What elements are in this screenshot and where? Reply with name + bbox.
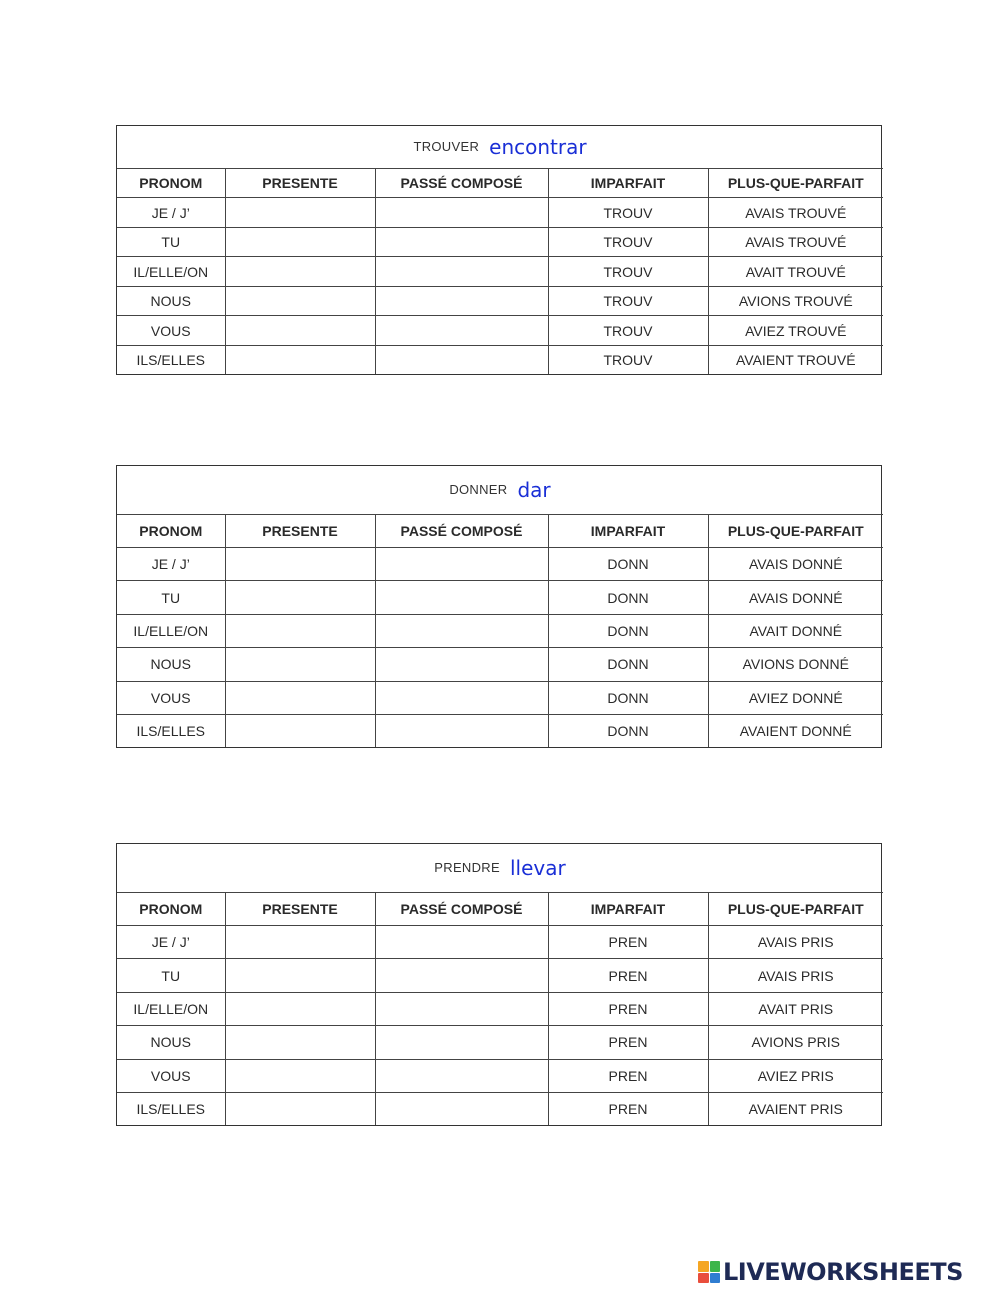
presente-answer-cell[interactable] xyxy=(225,257,375,286)
table-row xyxy=(117,714,883,747)
pronoun-cell: TU xyxy=(117,581,225,614)
imparfait-cell[interactable]: PREN xyxy=(548,992,708,1025)
table-row xyxy=(117,581,883,614)
passe-compose-answer-cell[interactable] xyxy=(375,581,548,614)
imparfait-cell[interactable]: DONN xyxy=(548,648,708,681)
plus-que-parfait-cell: AVAIENT TROUVÉ xyxy=(708,345,883,374)
table-row xyxy=(117,992,883,1025)
logo-square-4 xyxy=(710,1273,721,1284)
conjugation-table-trouver xyxy=(116,125,882,375)
logo-square-1 xyxy=(698,1261,709,1272)
presente-answer-cell[interactable] xyxy=(225,198,375,227)
plus-que-parfait-cell: AVAIT PRIS xyxy=(708,992,883,1025)
table-row xyxy=(117,345,883,374)
header-imparfait: IMPARFAIT xyxy=(548,514,708,547)
passe-compose-answer-cell[interactable] xyxy=(375,1059,548,1092)
table-row xyxy=(117,257,883,286)
plus-que-parfait-cell: AVIONS PRIS xyxy=(708,1026,883,1059)
plus-que-parfait-cell: AVIONS TROUVÉ xyxy=(708,286,883,315)
header-presente: PRESENTE xyxy=(225,892,375,925)
passe-compose-answer-cell[interactable] xyxy=(375,548,548,581)
pronoun-cell: NOUS xyxy=(117,648,225,681)
plus-que-parfait-cell: AVAIS TROUVÉ xyxy=(708,227,883,256)
passe-compose-answer-cell[interactable] xyxy=(375,992,548,1025)
pronoun-cell: TU xyxy=(117,227,225,256)
header-pronom: PRONOM xyxy=(117,168,225,197)
conjugation-grid xyxy=(117,844,883,1125)
verb-infinitive: DONNER xyxy=(449,481,508,497)
presente-answer-cell[interactable] xyxy=(225,286,375,315)
plus-que-parfait-cell: AVAIT TROUVÉ xyxy=(708,257,883,286)
pronoun-cell: JE / J’ xyxy=(117,548,225,581)
imparfait-cell[interactable]: DONN xyxy=(548,581,708,614)
passe-compose-answer-cell[interactable] xyxy=(375,1026,548,1059)
table-row xyxy=(117,959,883,992)
plus-que-parfait-cell: AVAIS PRIS xyxy=(708,959,883,992)
imparfait-cell[interactable]: TROUV xyxy=(548,257,708,286)
verb-infinitive: TROUVER xyxy=(413,138,480,154)
pronoun-cell: VOUS xyxy=(117,1059,225,1092)
passe-compose-answer-cell[interactable] xyxy=(375,227,548,256)
plus-que-parfait-cell: AVAIS PRIS xyxy=(708,926,883,959)
conjugation-grid xyxy=(117,126,883,374)
imparfait-cell[interactable]: DONN xyxy=(548,614,708,647)
header-imparfait: IMPARFAIT xyxy=(548,892,708,925)
imparfait-cell[interactable]: TROUV xyxy=(548,227,708,256)
passe-compose-answer-cell[interactable] xyxy=(375,681,548,714)
imparfait-cell[interactable]: DONN xyxy=(548,714,708,747)
imparfait-cell[interactable]: TROUV xyxy=(548,345,708,374)
plus-que-parfait-cell: AVIEZ TROUVÉ xyxy=(708,316,883,345)
presente-answer-cell[interactable] xyxy=(225,648,375,681)
verb-translation: encontrar xyxy=(489,134,587,159)
passe-compose-answer-cell[interactable] xyxy=(375,345,548,374)
presente-answer-cell[interactable] xyxy=(225,1092,375,1125)
conjugation-grid xyxy=(117,466,883,747)
table-row xyxy=(117,1092,883,1125)
header-plus-que-parfait: PLUS-QUE-PARFAIT xyxy=(708,168,883,197)
header-presente: PRESENTE xyxy=(225,168,375,197)
plus-que-parfait-cell: AVAIT DONNÉ xyxy=(708,614,883,647)
imparfait-cell[interactable]: PREN xyxy=(548,959,708,992)
pronoun-cell: NOUS xyxy=(117,286,225,315)
pronoun-cell: ILS/ELLES xyxy=(117,345,225,374)
verb-translation: llevar xyxy=(509,855,566,880)
passe-compose-answer-cell[interactable] xyxy=(375,714,548,747)
imparfait-cell[interactable]: PREN xyxy=(548,926,708,959)
table-row xyxy=(117,316,883,345)
conjugation-table-donner xyxy=(116,465,882,748)
presente-answer-cell[interactable] xyxy=(225,548,375,581)
passe-compose-answer-cell[interactable] xyxy=(375,959,548,992)
header-pronom: PRONOM xyxy=(117,892,225,925)
pronoun-cell: IL/ELLE/ON xyxy=(117,614,225,647)
passe-compose-answer-cell[interactable] xyxy=(375,316,548,345)
header-presente: PRESENTE xyxy=(225,514,375,547)
header-row xyxy=(117,168,883,197)
table-row xyxy=(117,548,883,581)
plus-que-parfait-cell: AVAIENT DONNÉ xyxy=(708,714,883,747)
imparfait-cell[interactable]: DONN xyxy=(548,548,708,581)
pronoun-cell: JE / J’ xyxy=(117,198,225,227)
header-imparfait: IMPARFAIT xyxy=(548,168,708,197)
passe-compose-answer-cell[interactable] xyxy=(375,926,548,959)
header-plus-que-parfait: PLUS-QUE-PARFAIT xyxy=(708,514,883,547)
plus-que-parfait-cell: AVIEZ DONNÉ xyxy=(708,681,883,714)
verb-title-cell xyxy=(117,126,883,168)
verb-translation: dar xyxy=(517,477,551,502)
table-row xyxy=(117,227,883,256)
verb-infinitive: PRENDRE xyxy=(434,859,500,875)
passe-compose-answer-cell[interactable] xyxy=(375,648,548,681)
conjugation-table-prendre xyxy=(116,843,882,1126)
logo-square-2 xyxy=(710,1261,721,1272)
pronoun-cell: JE / J’ xyxy=(117,926,225,959)
presente-answer-cell[interactable] xyxy=(225,714,375,747)
imparfait-cell[interactable]: TROUV xyxy=(548,286,708,315)
pronoun-cell: VOUS xyxy=(117,681,225,714)
table-row xyxy=(117,198,883,227)
presente-answer-cell[interactable] xyxy=(225,681,375,714)
logo-square-3 xyxy=(698,1273,709,1284)
passe-compose-answer-cell[interactable] xyxy=(375,198,548,227)
presente-answer-cell[interactable] xyxy=(225,581,375,614)
header-passe-compose: PASSÉ COMPOSÉ xyxy=(375,514,548,547)
plus-que-parfait-cell: AVAIENT PRIS xyxy=(708,1092,883,1125)
header-plus-que-parfait: PLUS-QUE-PARFAIT xyxy=(708,892,883,925)
table-row xyxy=(117,926,883,959)
plus-que-parfait-cell: AVIEZ PRIS xyxy=(708,1059,883,1092)
presente-answer-cell[interactable] xyxy=(225,345,375,374)
logo-icon xyxy=(698,1261,720,1283)
presente-answer-cell[interactable] xyxy=(225,926,375,959)
plus-que-parfait-cell: AVAIS DONNÉ xyxy=(708,548,883,581)
presente-answer-cell[interactable] xyxy=(225,1059,375,1092)
header-row xyxy=(117,514,883,547)
imparfait-cell[interactable]: TROUV xyxy=(548,316,708,345)
passe-compose-answer-cell[interactable] xyxy=(375,1092,548,1125)
passe-compose-answer-cell[interactable] xyxy=(375,286,548,315)
pronoun-cell: NOUS xyxy=(117,1026,225,1059)
plus-que-parfait-cell: AVIONS DONNÉ xyxy=(708,648,883,681)
header-row xyxy=(117,892,883,925)
imparfait-cell[interactable]: DONN xyxy=(548,681,708,714)
pronoun-cell: VOUS xyxy=(117,316,225,345)
plus-que-parfait-cell: AVAIS TROUVÉ xyxy=(708,198,883,227)
pronoun-cell: ILS/ELLES xyxy=(117,714,225,747)
pronoun-cell: TU xyxy=(117,959,225,992)
presente-answer-cell[interactable] xyxy=(225,614,375,647)
presente-answer-cell[interactable] xyxy=(225,959,375,992)
presente-answer-cell[interactable] xyxy=(225,1026,375,1059)
imparfait-cell[interactable]: PREN xyxy=(548,1026,708,1059)
table-row xyxy=(117,1059,883,1092)
table-row xyxy=(117,286,883,315)
header-passe-compose: PASSÉ COMPOSÉ xyxy=(375,892,548,925)
presente-answer-cell[interactable] xyxy=(225,992,375,1025)
presente-answer-cell[interactable] xyxy=(225,316,375,345)
passe-compose-answer-cell[interactable] xyxy=(375,614,548,647)
pronoun-cell: IL/ELLE/ON xyxy=(117,257,225,286)
pronoun-cell: IL/ELLE/ON xyxy=(117,992,225,1025)
liveworksheets-logo xyxy=(698,1257,963,1287)
plus-que-parfait-cell: AVAIS DONNÉ xyxy=(708,581,883,614)
verb-title-cell xyxy=(117,466,883,514)
table-row xyxy=(117,614,883,647)
passe-compose-answer-cell[interactable] xyxy=(375,257,548,286)
pronoun-cell: ILS/ELLES xyxy=(117,1092,225,1125)
logo-text: LIVEWORKSHEETS xyxy=(723,1258,963,1286)
imparfait-cell[interactable]: TROUV xyxy=(548,198,708,227)
table-row xyxy=(117,1026,883,1059)
table-row xyxy=(117,681,883,714)
verb-title-cell xyxy=(117,844,883,892)
imparfait-cell[interactable]: PREN xyxy=(548,1092,708,1125)
presente-answer-cell[interactable] xyxy=(225,227,375,256)
header-pronom: PRONOM xyxy=(117,514,225,547)
imparfait-cell[interactable]: PREN xyxy=(548,1059,708,1092)
header-passe-compose: PASSÉ COMPOSÉ xyxy=(375,168,548,197)
table-row xyxy=(117,648,883,681)
